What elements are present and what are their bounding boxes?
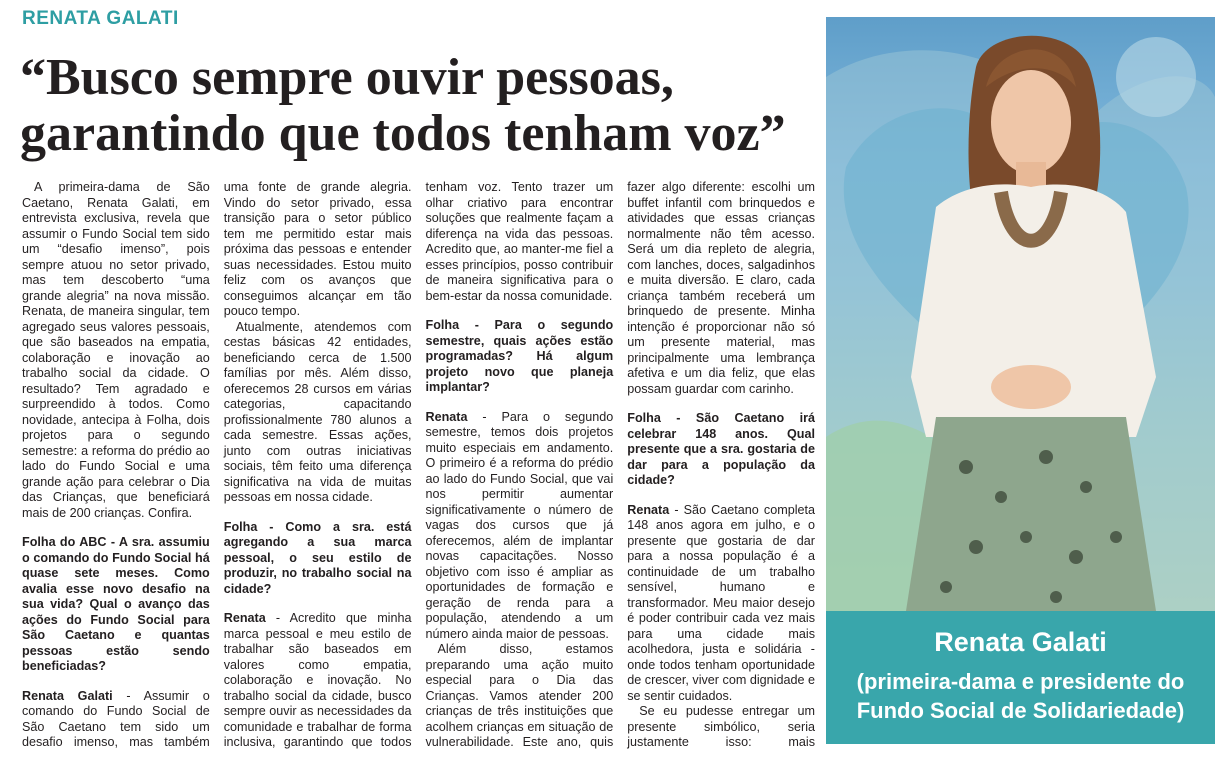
answer-3-speaker: Renata bbox=[425, 409, 468, 424]
portrait-photo bbox=[826, 17, 1215, 611]
answer-4-text: - São Caetano completa 148 anos agora em julho, e o presente que gostaria de dar para a nossa população é a continuidade de um trabalho sensível, humano e transformador. Meu maior desejo é poder contribuir cada vez mais para uma cidade mais acolhedora, justa e solidária - onde todos tenham oportunidade de crescer, viver com dignidade e se sentir cuidados. bbox=[627, 502, 815, 703]
question-2: Folha - Como a sra. está agregando a sua marca pessoal, o seu estilo de produzir, no trabalho social na cidade? bbox=[223, 519, 412, 596]
answer-3-text: - Para o segundo semestre, temos dois projetos muito especiais em andamento. O primeiro é a reforma do prédio ao lado do Fundo Social, que vai nos permitir aumentar significativamente o número de vagas dos cursos que já oferecemos, além de implantar novas capacitações. Nosso objetivo com isso é ampliar as oportunidades de formação e geração de renda para a população, atendendo a um número ainda maior de pessoas. bbox=[425, 409, 614, 641]
answer-2-text: - Acredito que minha marca pessoal e meu estilo de trabalhar são baseados em valores como empatia, colaboração e inovação. No trabalho social da cidade, busco sempre ouvir as necessidades da comunidade e trabalhar de forma inclusiva, garantindo que todos tenham voz. Tento trazer um olhar criativo para encontrar soluções que realmente façam a diferença na vida das pessoas. Acredito que, ao manter-me fiel a esses princípios, posso contribuir de maneira significativa para o bem-estar da nossa comunidade. bbox=[223, 180, 614, 749]
question-1: Folha do ABC - A sra. assumiu o comando do Fundo Social há quase sete meses. Como avalia esse novo desafio na sua vida? Qual o avanço das ações do Fundo Social para São Caetano e quantas pessoas estão sendo beneficiadas? bbox=[22, 535, 210, 673]
answer-3 bbox=[426, 410, 614, 643]
caption-name: Renata Galati bbox=[934, 627, 1107, 657]
intro-paragraph: A primeira-dama de São Caetano, Renata Galati, em entrevista exclusiva, revela que assumir o Fundo Social tem sido um “desafio imenso”, pois sempre atuou no setor privado, mas tem descoberto “uma grande alegria” na nova missão. Renata, de maneira singular, tem agregado seus valores pessoais, que são baseados na empatia, colaboração e inovação ao trabalho social da cidade. O resultado? Tem agradado e surpreendido à todos. Como novidade, antecipa à Folha, dois projetos para o segundo semestre: a reforma do prédio ao lado do Fundo Social e uma grande ação para celebrar o Dia das Crianças, que beneficiará mais de 200 crianças. Confira. bbox=[22, 180, 210, 520]
answer-1-paragraph-2: Atualmente, atendemos com cestas básicas 42 entidades, beneficiando cerca de 1.500 famílias por mês. Além disso, oferecemos 28 cursos em várias categorias, capacitando profissionalmente 780 alunos a cada semestre. Essas ações, junto com outras iniciativas sociais, têm feito uma diferença significativa na vida de muitas pessoas em nossa cidade. bbox=[223, 319, 412, 504]
headline-line-2: garantindo que todos tenham voz” bbox=[20, 105, 786, 162]
answer-1-text: - Assumir o comando do Fundo Social de São Caetano tem sido um desafio imenso, mas também uma fonte de grande alegria. Vindo do setor privado, essa transição para o setor público tem me permitido estar mais próxima das pessoas e entender suas necessidades. Estou muito feliz com os avanços que conseguimos alcançar em tão pouco tempo. bbox=[22, 180, 412, 749]
photo-caption bbox=[826, 611, 1215, 744]
headline-line-1: “Busco sempre ouvir pessoas, bbox=[20, 49, 674, 106]
answer-3-paragraph-2: Além disso, estamos preparando uma ação muito especial para o Dia das Crianças. Vamos atender 200 crianças de três instituições que acolhem crianças em situação de vulnerabilidade. Este ano, quis fazer algo diferente: escolhi um buffet infantil com brinquedos e atividades que essas crianças normalmente não têm acesso. Será um dia repleto de alegria, com lanches, doces, salgadinhos e muita diversão. E claro, cada criança também receberá um brinquedo de presente. Minha intenção é proporcionar não só um presente material, mas principalmente uma lembrança afetiva e um dia feliz, que elas possam guardar com carinho. bbox=[425, 180, 815, 749]
question-4: Folha - São Caetano irá celebrar 148 anos. Qual presente que a sra. gostaria de dar para a população da cidade? bbox=[627, 411, 815, 487]
answer-2-speaker: Renata bbox=[223, 611, 266, 625]
question-3: Folha - Para o segundo semestre, quais ações estão programadas? Há algum projeto novo que planeja implantar? bbox=[425, 318, 614, 394]
caption-role-line-2: Fundo Social de Solidariedade) bbox=[856, 698, 1185, 723]
answer-4-paragraph-2: Se eu pudesse entregar um presente simbólico, seria justamente isso: mais bbox=[627, 704, 815, 749]
portrait-illustration bbox=[826, 17, 1215, 611]
caption-role bbox=[826, 667, 1215, 725]
section-kicker: RENATA GALATI bbox=[22, 8, 179, 29]
caption-role-line-1: (primeira-dama e presidente do bbox=[856, 669, 1185, 694]
article-body bbox=[22, 180, 815, 756]
headline bbox=[20, 50, 820, 162]
answer-1-speaker: Renata Galati bbox=[22, 688, 113, 703]
answer-4 bbox=[627, 503, 815, 705]
answer-4-speaker: Renata bbox=[627, 502, 670, 517]
